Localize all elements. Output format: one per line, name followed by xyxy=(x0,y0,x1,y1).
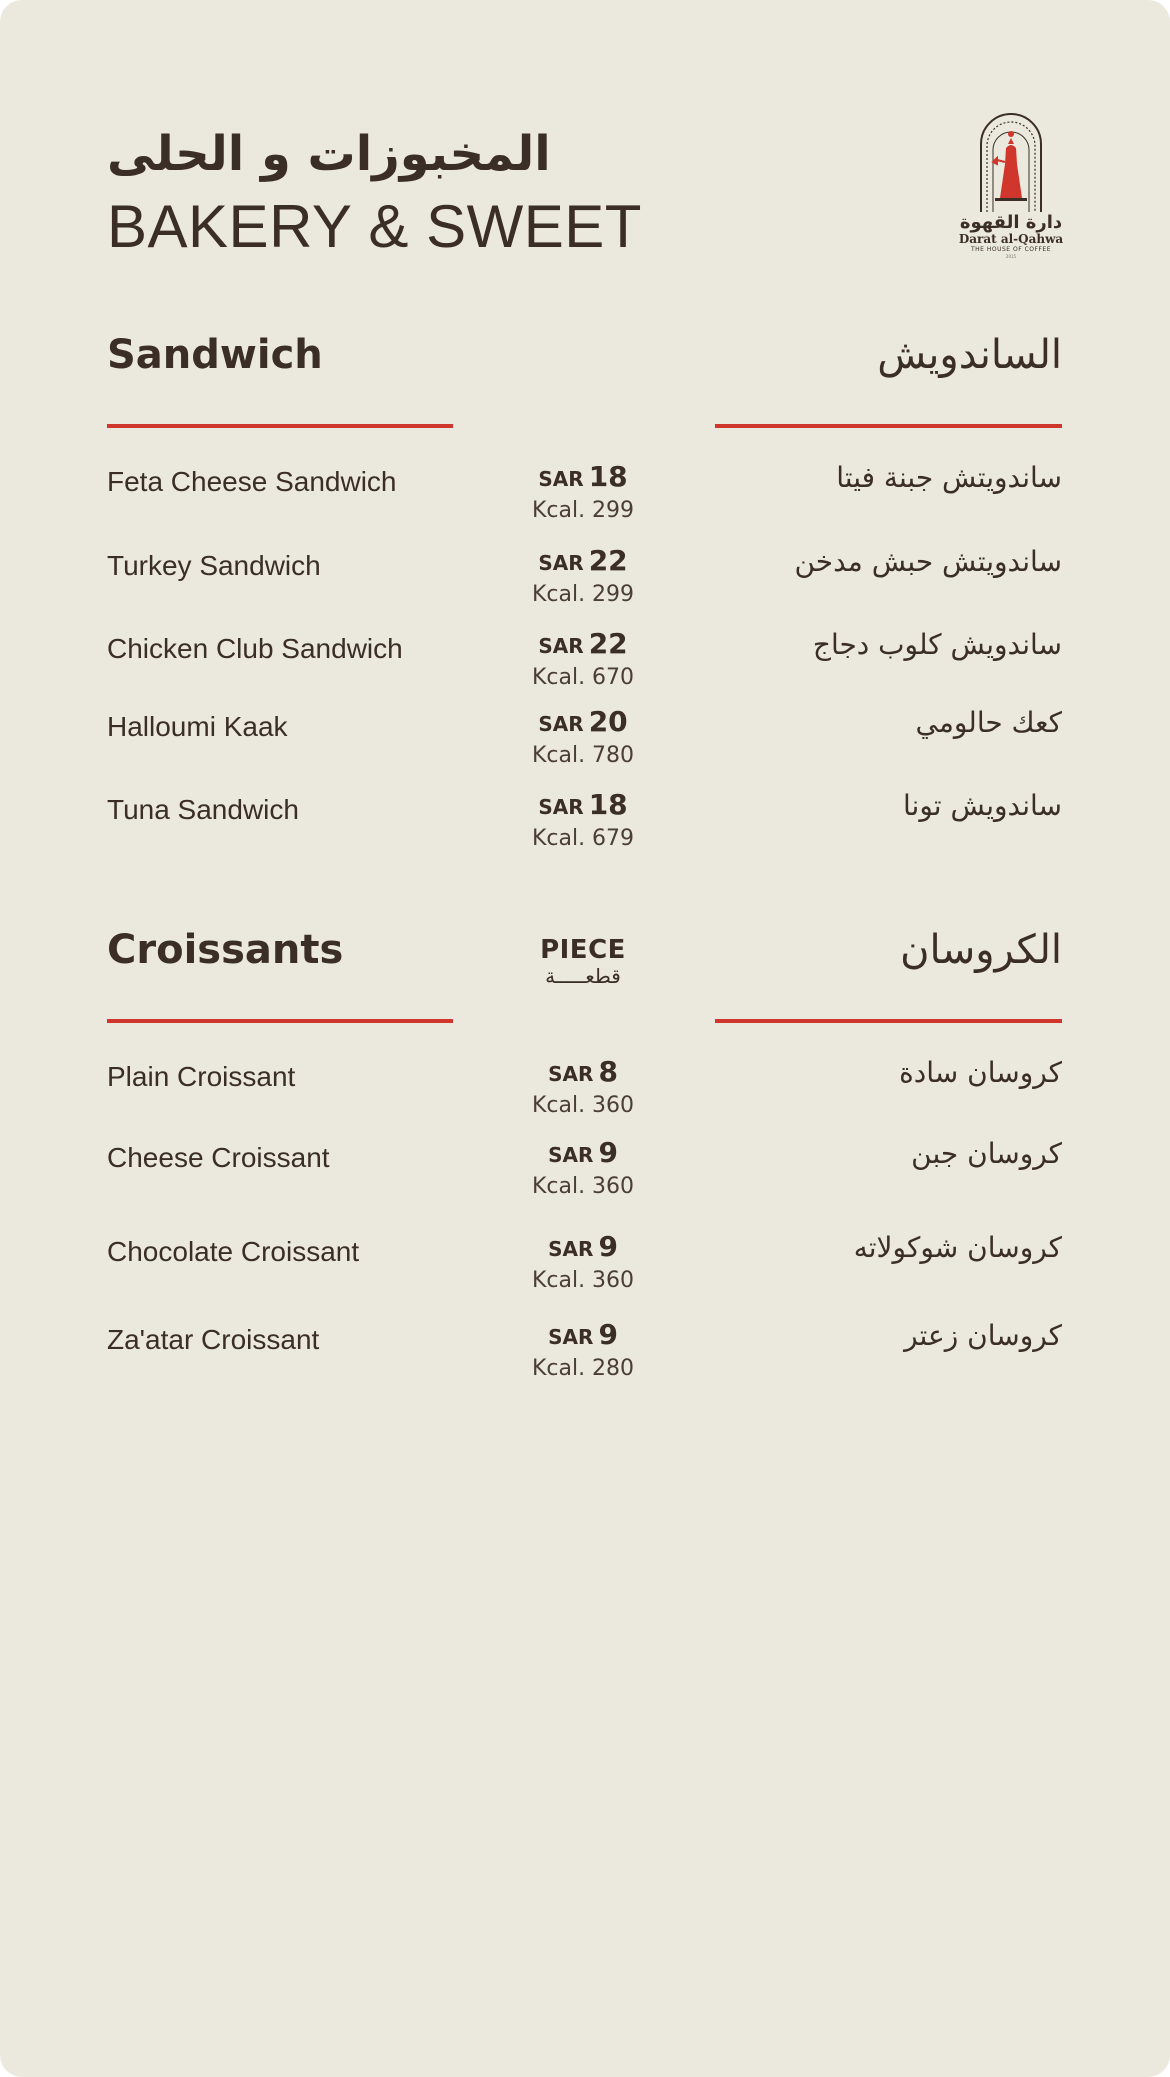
section-divider-right xyxy=(715,424,1062,428)
section-title-sandwich-arabic: الساندويش xyxy=(877,332,1062,378)
coffee-house-arch-icon xyxy=(975,108,1047,212)
page-title: BAKERY & SWEET xyxy=(107,193,642,260)
item-name-arabic: ساندويتش حبش مدخن xyxy=(794,545,1062,578)
item-name: Halloumi Kaak xyxy=(107,711,288,742)
item-price-value: 22 xyxy=(588,544,628,577)
menu-item xyxy=(0,460,1170,534)
item-calories: Kcal. 679 xyxy=(531,826,635,851)
item-calories: Kcal. 360 xyxy=(531,1093,635,1118)
section-divider-left xyxy=(107,424,453,428)
item-price xyxy=(523,544,643,578)
menu-item xyxy=(0,1136,1170,1210)
item-name-arabic: كروسان زعتر xyxy=(904,1319,1062,1352)
item-calories: Kcal. 670 xyxy=(531,665,635,690)
brand-name: Darat al-Qahwa xyxy=(958,232,1064,246)
menu-item xyxy=(0,1230,1170,1304)
brand-logo xyxy=(950,108,1072,278)
item-currency: SAR xyxy=(538,634,584,658)
menu-item xyxy=(0,788,1170,862)
item-price-value: 9 xyxy=(598,1318,618,1351)
item-name: Turkey Sandwich xyxy=(107,550,321,581)
item-price-value: 9 xyxy=(598,1136,618,1169)
page-title-arabic: المخبوزات و الحلى xyxy=(107,126,551,182)
item-name: Tuna Sandwich xyxy=(107,794,299,825)
item-name: Za'atar Croissant xyxy=(107,1324,320,1355)
item-calories: Kcal. 780 xyxy=(531,743,635,768)
item-currency: SAR xyxy=(548,1325,594,1349)
unit-label xyxy=(538,936,628,987)
item-calories: Kcal. 299 xyxy=(531,498,635,523)
brand-name-arabic: دارة القهوة xyxy=(959,212,1063,233)
item-name-arabic: كعك حالومي xyxy=(915,706,1062,739)
item-price xyxy=(523,1055,643,1089)
unit-label-english: PIECE xyxy=(540,935,626,965)
item-name-arabic: ساندويش تونا xyxy=(903,789,1062,822)
item-currency: SAR xyxy=(538,551,584,575)
item-price xyxy=(523,705,643,739)
item-name-arabic: كروسان جبن xyxy=(911,1137,1062,1170)
section-divider-right xyxy=(715,1019,1062,1023)
item-price-value: 22 xyxy=(588,627,628,660)
item-price xyxy=(523,460,643,494)
item-name: Chocolate Croissant xyxy=(107,1236,360,1267)
section-divider-left xyxy=(107,1019,453,1023)
item-name-arabic: ساندويش كلوب دجاج xyxy=(812,628,1062,661)
item-name: Cheese Croissant xyxy=(107,1142,330,1173)
item-name: Plain Croissant xyxy=(107,1061,296,1092)
item-price xyxy=(523,627,643,661)
item-calories: Kcal. 360 xyxy=(531,1174,635,1199)
item-name-arabic: كروسان سادة xyxy=(899,1056,1062,1089)
item-price xyxy=(523,1230,643,1264)
item-price xyxy=(523,1136,643,1170)
item-currency: SAR xyxy=(548,1143,594,1167)
item-price-value: 9 xyxy=(598,1230,618,1263)
item-price xyxy=(523,788,643,822)
item-name: Chicken Club Sandwich xyxy=(107,633,403,664)
unit-label-arabic: قطعـــــة xyxy=(545,963,621,988)
item-currency: SAR xyxy=(548,1062,594,1086)
item-price-value: 18 xyxy=(588,460,628,493)
item-price-value: 8 xyxy=(598,1055,618,1088)
menu-item xyxy=(0,544,1170,618)
item-currency: SAR xyxy=(538,467,584,491)
item-calories: Kcal. 299 xyxy=(531,582,635,607)
menu-item xyxy=(0,1055,1170,1129)
item-name: Feta Cheese Sandwich xyxy=(107,466,397,497)
item-price xyxy=(523,1318,643,1352)
menu-item xyxy=(0,627,1170,701)
item-currency: SAR xyxy=(538,795,584,819)
menu-item xyxy=(0,1318,1170,1392)
item-price-value: 18 xyxy=(588,788,628,821)
item-calories: Kcal. 280 xyxy=(531,1356,635,1381)
menu-item xyxy=(0,705,1170,779)
brand-year: 2015 xyxy=(1005,253,1017,259)
section-title-sandwich: Sandwich xyxy=(107,332,323,378)
item-name-arabic: ساندويتش جبنة فيتا xyxy=(836,461,1062,494)
item-currency: SAR xyxy=(548,1237,594,1261)
brand-tagline: THE HOUSE OF COFFEE xyxy=(971,246,1051,254)
item-currency: SAR xyxy=(538,712,584,736)
item-calories: Kcal. 360 xyxy=(531,1268,635,1293)
section-title-croissants: Croissants xyxy=(107,927,344,973)
section-title-croissants-arabic: الكروسان xyxy=(900,927,1062,973)
item-name-arabic: كروسان شوكولاته xyxy=(853,1231,1062,1264)
item-price-value: 20 xyxy=(588,705,628,738)
